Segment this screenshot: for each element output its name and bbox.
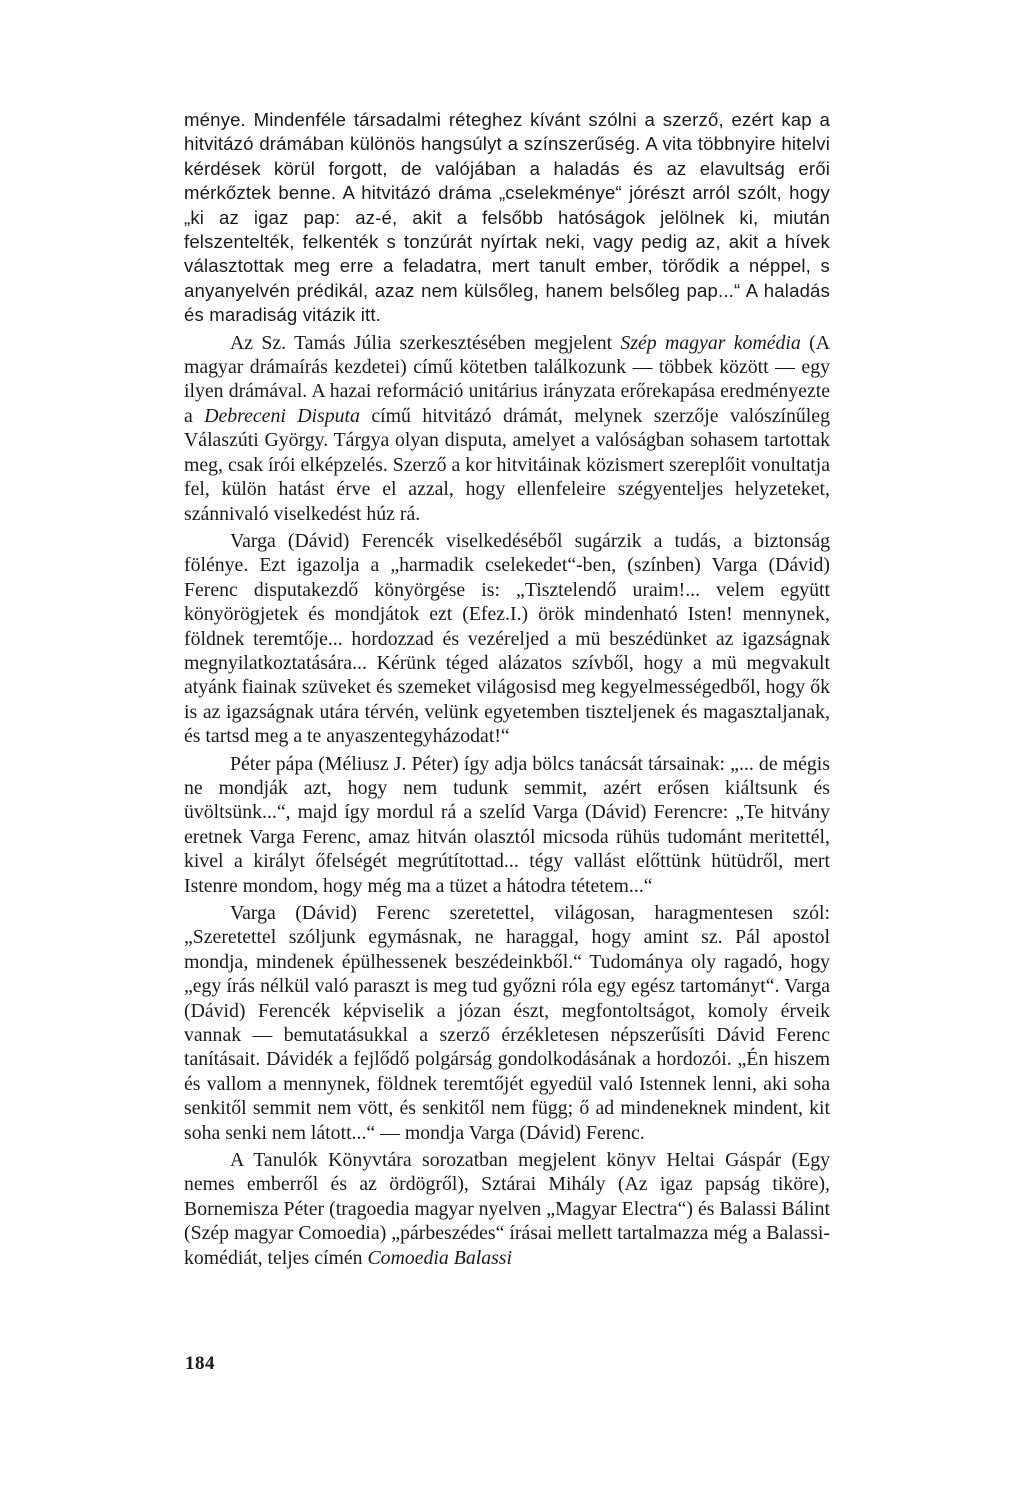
page-body xyxy=(184,108,830,1270)
text-run: (A magyar drámaírás kezdetei) című kötetben találkozunk — többek között — egy ilyen drámával. A hazai reformáció unitárius irányzata erőrekapása eredményezte a xyxy=(184,331,830,427)
text-run: Péter pápa (Méliusz J. Péter) így adja bölcs tanácsát társainak: „... de mégis ne mondják azt, hogy nem tudunk semmit, azért erősen kiáltsunk és üvöltsünk...“, majd így mordul rá a szelíd Varga (Dávid) Ferencre: „Te hitvány eretnek Varga Ferenc, amaz hitván olasztól micsoda rühüs tudománt meritettél, kivel a királyt őfelségét megrútítottad... tégy vallást előttünk hütüdről, mert Istenre mondom, hogy még ma a tüzet a hátodra tétetem...“ xyxy=(184,752,830,897)
text-run: ménye. Mindenféle társadalmi réteghez kívánt szólni a szerző, ezért kap a hitvitázó drámában különös hangsúlyt a színszerűség. A vita többnyire hitelvi kérdések körül forgott, de valójában a haladás és az elavultság erői mérkőztek benne. A hitvitázó dráma „cselekménye“ jórészt arról szólt, hogy „ki az igaz pap: az-é, akit a felsőbb hatóságok jelölnek ki, miután felszentelték, felkenték s tonzúrát nyírtak neki, vagy pedig az, akit a hívek választottak meg erre a feladatra, mert tanult ember, törődik a néppel, s anyanyelvén prédikál, azaz nem külsőleg, hanem belsőleg pap...“ A haladás és maradiság vitázik itt. xyxy=(184,109,830,326)
text-run: című hitvitázó drámát, melynek szerzője valószínűleg Válaszúti György. Tárgya olyan disputa, amelyet a valóságban sohasem tartottak meg, csak írói elképzelés. Szerző a kor hitvitáinak közismert szereplőit vonultatja fel, külön hatást érve el azzal, hogy ellenfeleire szégyenteljes helyzeteket, szánnivaló viselkedést húz rá. xyxy=(184,404,830,525)
paragraph xyxy=(184,529,830,749)
italic-title: Debreceni Disputa xyxy=(204,404,360,427)
italic-title: Szép magyar komédia xyxy=(620,331,801,354)
paragraph xyxy=(184,752,830,898)
page-number: 184 xyxy=(185,1353,215,1374)
text-run: Varga (Dávid) Ferenc szeretettel, világosan, haragmentesen szól: „Szeretettel szóljunk egymásnak, ne haraggal, hogy amint sz. Pál apostol mondja, mindenek épülhessenek beszédeinkből.“ Tudománya oly ragadó, hogy „egy írás nélkül való paraszt is meg tud győzni róla egy egész tartományt“. Varga (Dávid) Ferencék képviselik a józan észt, megfontoltságot, komoly érveik vannak — bemutatásukkal a szerző érzékletesen népszerűsíti Dávid Ferenc tanításait. Dávidék a fejlődő polgárság gondolkodásának a hordozói. „Én hiszem és vallom a mennynek, földnek teremtőjét egyedül való Istennek lenni, aki soha senkitől semmit nem vött, és senkitől nem függ; ő ad mindeneknek mindent, kit soha senki nem látott...“ — mondja Varga (Dávid) Ferenc. xyxy=(184,902,830,1144)
text-run: Az Sz. Tamás Júlia szerkesztésében megjelent xyxy=(230,331,621,354)
italic-title: Comoedia Balassi xyxy=(367,1246,512,1269)
paragraph xyxy=(184,331,830,526)
paragraph xyxy=(184,1148,830,1270)
paragraph xyxy=(184,108,830,328)
text-run: Varga (Dávid) Ferencék viselkedéséből sugárzik a tudás, a biztonság fölénye. Ezt igazolja a „harmadik cselekedet“-ben, (színben) Varga (Dávid) Ferenc disputakezdő könyörgése is: „Tisztelendő uraim!... velem együtt könyörögjetek és mondjátok ezt (Efez.I.) örök mindenható Isten! mennynek, földnek teremtője... hordozzad és vezéreljed a mü beszédünket az igazságnak megnyilatkoztatására... Kérünk téged alázatos szívből, hogy a mü megvakult atyánk fiainak szüveket és szemeket világosisd meg kegyelmességedből, hogy ők is az igazságnak utára térvén, velünk egyetemben tiszteljenek és magasztaljanak, és tartsd meg a te anyaszentegyházodat!“ xyxy=(184,529,830,748)
paragraph xyxy=(184,901,830,1145)
text-run: A Tanulók Könyvtára sorozatban megjelent könyv Heltai Gáspár (Egy nemes emberről és az ördögről), Sztárai Mihály (Az igaz papság tiköre), Bornemisza Péter (tragoedia magyar nyelven „Magyar Electra“) és Balassi Bálint (Szép magyar Comoedia) „párbeszédes“ írásai mellett tartalmazza még a Balassi-komédiát, teljes címén xyxy=(184,1149,830,1269)
